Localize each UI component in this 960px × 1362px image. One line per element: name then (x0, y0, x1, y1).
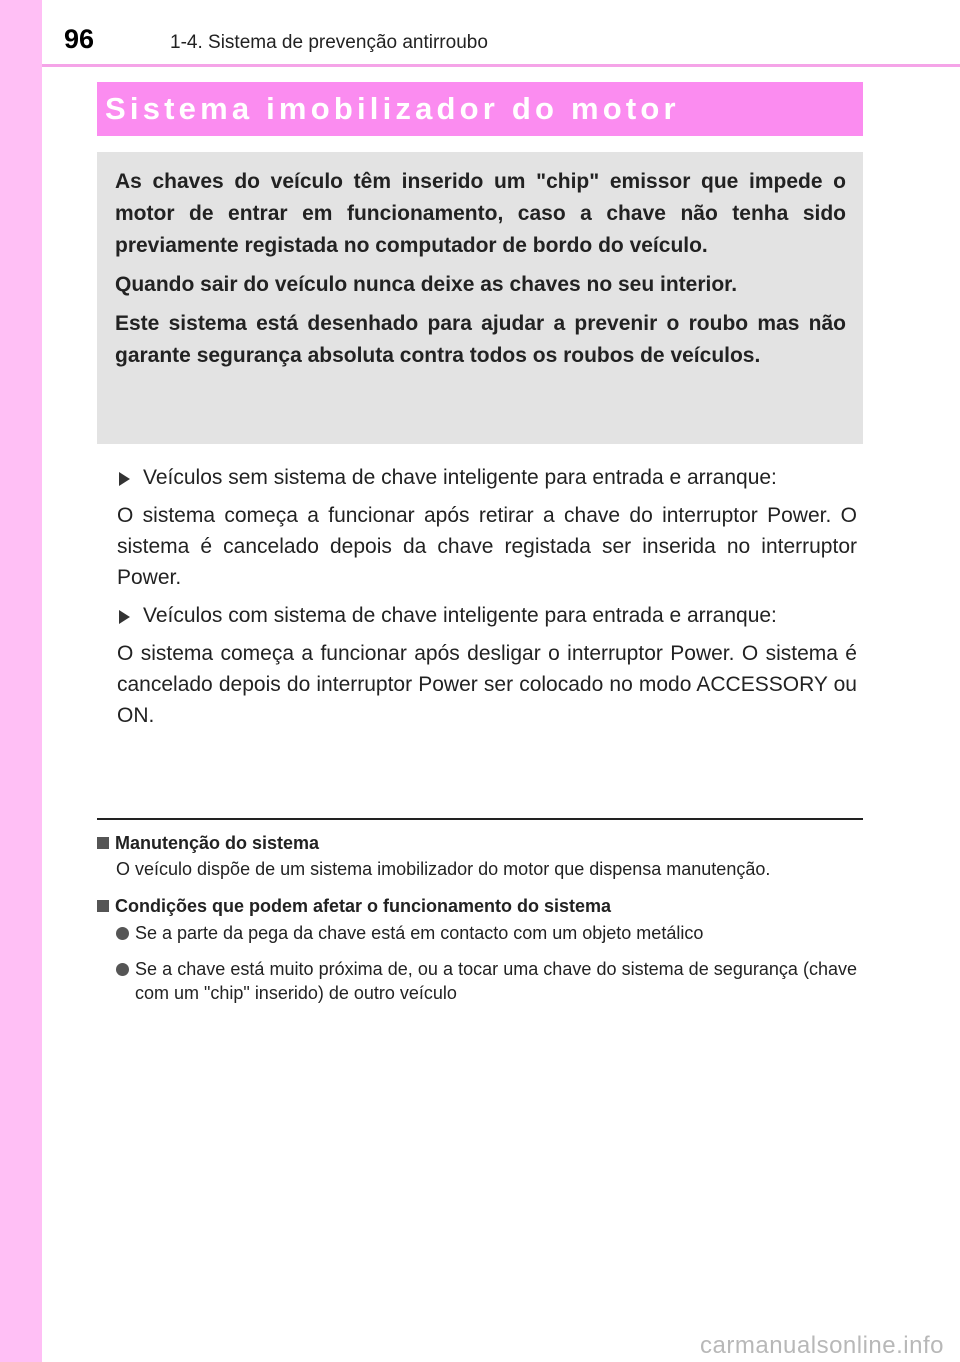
vehicle-type-heading (117, 462, 857, 493)
body-paragraph: O sistema começa a funcionar após retirar a chave do interruptor Power. O sistema é cancelado depois da chave registada ser inserida no interruptor Power. (117, 504, 857, 589)
vehicle-type-heading (117, 600, 857, 631)
list-item (97, 957, 857, 1005)
triangle-bullet-icon (119, 472, 130, 486)
notes-divider (97, 818, 863, 820)
page-number: 96 (64, 24, 95, 54)
heading-text: Veículos sem sistema de chave inteligente para entrada e arranque: (143, 466, 777, 489)
circle-bullet-icon (116, 963, 129, 976)
note-title-text: Manutenção do sistema (115, 833, 320, 853)
note-text: O veículo dispõe de um sistema imobilizador do motor que dispensa manutenção. (116, 859, 771, 879)
note-title (97, 893, 857, 919)
chapter-header: 1-4. Sistema de prevenção antirroubo (170, 32, 488, 53)
intro-paragraph: As chaves do veículo têm inserido um "chip" emissor que impede o motor de entrar em funcionamento, caso a chave não tenha sido previamente registada no computador de bordo do veículo. (115, 170, 846, 257)
square-bullet-icon (97, 900, 109, 912)
heading-text: Veículos com sistema de chave inteligente para entrada e arranque: (143, 604, 777, 627)
note-title-text: Condições que podem afetar o funcionamento do sistema (115, 896, 612, 916)
notes-section (97, 830, 857, 1017)
list-item-text: Se a parte da pega da chave está em contacto com um objeto metálico (135, 923, 704, 943)
list-item (97, 921, 857, 945)
body-paragraph: O sistema começa a funcionar após desligar o interruptor Power. O sistema é cancelado depois do interruptor Power ser colocado no modo ACCESSORY ou ON. (117, 642, 857, 727)
main-content (117, 462, 857, 738)
section-title-bar (97, 82, 863, 136)
left-color-band (0, 0, 42, 1362)
header-divider (42, 64, 960, 67)
circle-bullet-icon (116, 927, 129, 940)
square-bullet-icon (97, 837, 109, 849)
section-title: Sistema imobilizador do motor (105, 91, 680, 126)
intro-paragraph: Este sistema está desenhado para ajudar a prevenir o roubo mas não garante segurança absoluta contra todos os roubos de veículos. (115, 312, 846, 367)
intro-paragraph: Quando sair do veículo nunca deixe as chaves no seu interior. (115, 273, 738, 296)
list-item-text: Se a chave está muito próxima de, ou a tocar uma chave do sistema de segurança (chave com um "chip" inserido) de outro veículo (135, 959, 857, 1003)
note-title (97, 830, 857, 856)
intro-box (97, 152, 863, 444)
triangle-bullet-icon (119, 610, 130, 624)
watermark: carmanualsonline.info (700, 1332, 944, 1359)
